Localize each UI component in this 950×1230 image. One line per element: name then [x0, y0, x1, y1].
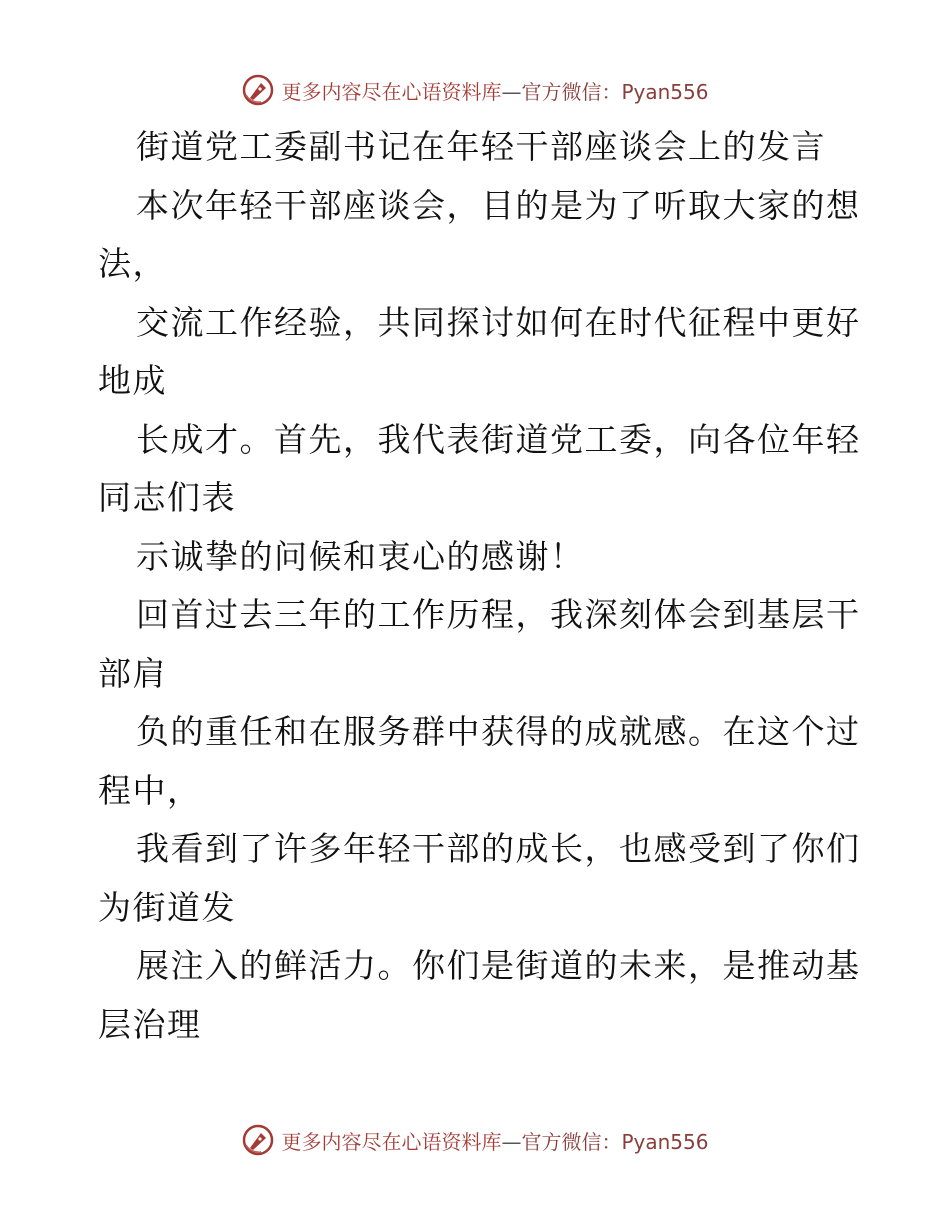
text-line: 展注入的鲜活力。你们是街道的未来，是推动基 — [136, 946, 861, 985]
text-line: 长成才。首先，我代表街道党工委，向各位年轻 — [136, 419, 861, 459]
banner-wechat-text: 官方微信：Pyan556 — [521, 1129, 709, 1154]
footer-banner — [0, 1120, 950, 1160]
text-line: 法， — [98, 244, 167, 283]
banner-text — [281, 1126, 708, 1155]
text-line: 负的重任和在服务群中获得的成就感。在这个过 — [136, 712, 861, 751]
banner-dash: — — [501, 79, 522, 104]
text-line: 街道党工委副书记在年轻干部座谈会上的发言 — [136, 127, 826, 166]
pen-nib-logo-icon — [241, 1123, 275, 1157]
header-banner — [0, 70, 950, 110]
banner-main-text: 更多内容尽在心语资料库 — [281, 79, 502, 104]
text-line: 示诚挚的问候和衷心的感谢！ — [136, 536, 585, 576]
text-line: 我看到了许多年轻干部的成长，也感受到了你们 — [136, 829, 861, 868]
text-line: 交流工作经验，共同探讨如何在时代征程中更好 — [136, 302, 861, 342]
text-line: 地成 — [98, 361, 167, 400]
text-line: 部肩 — [98, 653, 167, 693]
banner-main-text: 更多内容尽在心语资料库 — [281, 1129, 502, 1154]
banner-text — [281, 76, 708, 105]
text-line: 同志们表 — [98, 478, 236, 517]
text-line: 为街道发 — [98, 887, 236, 927]
text-line: 回首过去三年的工作历程，我深刻体会到基层干 — [136, 595, 861, 634]
text-line: 程中， — [98, 770, 202, 810]
banner-wechat-text: 官方微信：Pyan556 — [521, 79, 709, 104]
text-line: 本次年轻干部座谈会，目的是为了听取大家的想 — [136, 185, 861, 225]
document-body — [98, 118, 861, 1054]
text-line: 层治理 — [98, 1004, 202, 1044]
pen-nib-logo-icon — [241, 73, 275, 107]
banner-dash: — — [501, 1129, 522, 1154]
